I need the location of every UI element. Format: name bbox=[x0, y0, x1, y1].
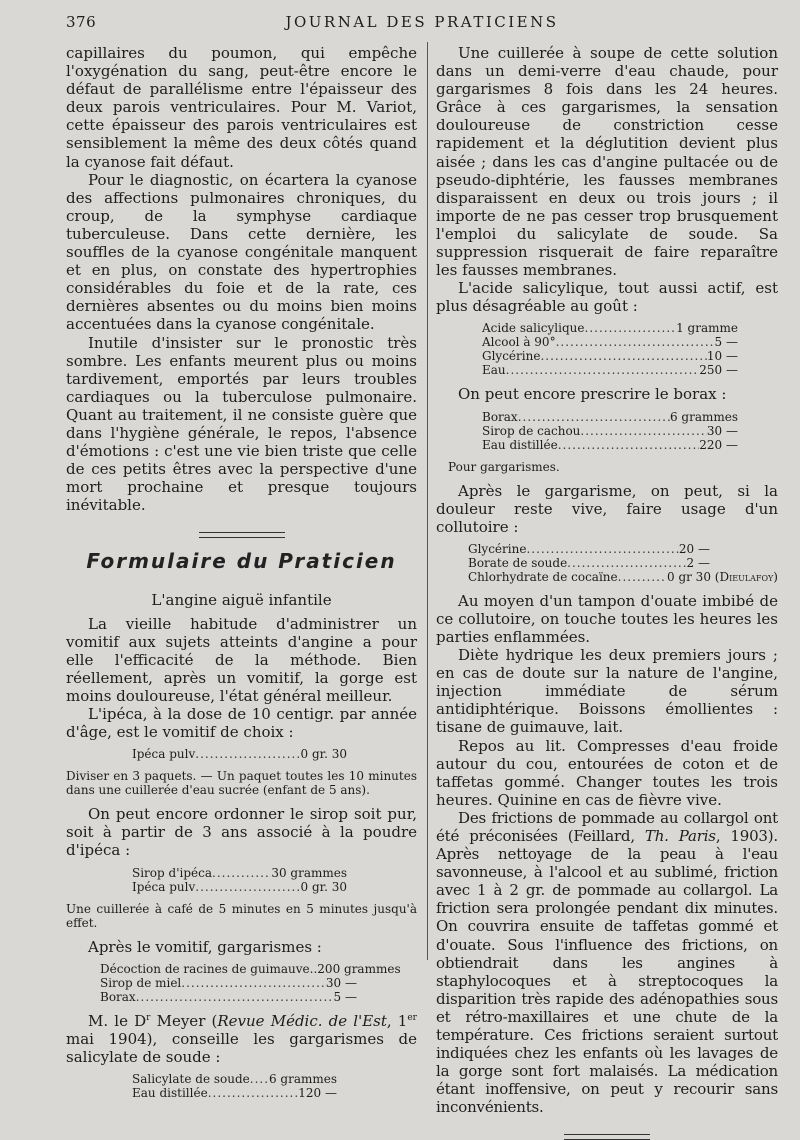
prescription bbox=[482, 410, 738, 452]
amount: 10 — bbox=[706, 349, 738, 364]
article-title: L'angine aiguë infantile bbox=[151, 590, 332, 609]
left-column bbox=[66, 44, 417, 1108]
prescription bbox=[468, 542, 778, 584]
prescription-line bbox=[482, 349, 738, 363]
ingredient: Glycérine bbox=[482, 349, 541, 364]
prescription-line bbox=[132, 880, 347, 894]
prescription-line bbox=[482, 410, 738, 424]
amount: 0 gr. 30 bbox=[300, 879, 347, 894]
ingredient: Ipéca pulv bbox=[132, 879, 196, 894]
ingredient: Sirop d'ipéca bbox=[132, 865, 212, 880]
ingredient: Salicylate de soude bbox=[132, 1071, 250, 1086]
prescription-line bbox=[482, 424, 738, 438]
page-number: 376 bbox=[66, 13, 97, 31]
prescription-line bbox=[132, 1086, 337, 1100]
column-divider bbox=[427, 42, 428, 960]
prescription-line bbox=[468, 542, 778, 556]
running-head bbox=[66, 13, 778, 35]
ingredient: Borate de soude bbox=[468, 555, 568, 570]
ingredient: Eau distillée bbox=[132, 1085, 208, 1100]
right-column bbox=[436, 44, 778, 1140]
prescription-line bbox=[468, 570, 778, 584]
amount: 220 — bbox=[699, 437, 738, 452]
paragraph: Après le gargarisme, on peut, si la douleur reste vive, faire usage d'un collutoire : bbox=[436, 481, 778, 536]
paragraph: Au moyen d'un tampon d'ouate imbibé de ce collutoire, on touche toutes les heures les parties enflammées. bbox=[436, 591, 778, 646]
amount: 20 — bbox=[678, 541, 710, 556]
prescription-note: Diviser en 3 paquets. — Un paquet toutes les 10 minutes dans une cuillerée d'eau sucrée (enfant de 5 ans). bbox=[66, 769, 417, 798]
amount: 1 gramme bbox=[676, 321, 738, 336]
amount: 30 — bbox=[325, 975, 357, 990]
section-rule bbox=[199, 532, 285, 538]
amount: 5 — bbox=[714, 335, 738, 350]
prescription bbox=[132, 747, 347, 761]
paragraph: Des frictions de pommade au collargol ont été préconisées (Feillard, Th. Paris, 1903). Après nettoyage de la peau à l'eau savonneuse, à l'alcool et au sublimé, friction avec 1 à 2 gr. de pommade au collargol. La friction sera prolongée pendant dix minutes. On couvrira ensuite de taffetas gommé et d'ouate. Sous l'influence des frictions, on obtiendrait dans les angines à staphylocoques et à streptocoques la disparition très rapide des adénopathies sous et rétro-maxillaires et une chute de la température. Ces frictions seraient surtout indiquées chez les enfants où les lavages de la gorge sont fort malaisés. La médication étant inoffensive, on peut y recourir sans inconvénients. bbox=[436, 808, 778, 1117]
paragraph: La vieille habitude d'administrer un vomitif aux sujets atteints d'angine a pour elle l'efficacité de la méthode. Bien réellement, après un vomitif, la gorge est moins douloureuse, l'état général meilleur. bbox=[66, 614, 417, 705]
paragraph: Pour le diagnostic, on écartera la cyanose des affections pulmonaires chroniques, du croup, de la symphyse cardiaque tuberculeuse. Dans cette dernière, les souffles de la cyanose congénitale manquent et en plus, on constate des hypertrophies considérables du foie et de la rate, ces dernières absentes ou du moins bien moins accentuées dans la cyanose congénitale. bbox=[66, 170, 417, 334]
paragraph: capillaires du poumon, qui empêche l'oxygénation du sang, peut-être encore le défaut de parallélisme entre l'épaisseur des deux parois ventriculaires. Pour M. Variot, cette épaisseur des parois ventriculaires est sensiblement la même des deux côtés quand la cyanose fait défaut. bbox=[66, 44, 417, 171]
journal-reference: Th. Paris bbox=[644, 827, 716, 845]
amount: 0 gr 30 bbox=[667, 569, 711, 584]
paragraph: M. le $D^r$ Meyer (Revue Médic. de l'Est, 1er mai 1904), conseille les gargarismes de salicylate de soude : bbox=[66, 1011, 417, 1066]
amount: 30 — bbox=[706, 423, 738, 438]
paragraph: Inutile d'insister sur le pronostic très sombre. Les enfants meurent plus ou moins tardivement, emportés par leurs troubles cardiaques ou la tuberculose pulmonaire. Quant au traitement, il ne consiste guère que dans l'hygiène générale, le repos, l'absence d'émotions : c'est une vie bien triste que celle de ces petits êtres avec la perspective d'une mort prochaine et presque toujours inévitable. bbox=[66, 333, 417, 515]
amount: 6 grammes bbox=[268, 1071, 337, 1086]
prescription-line bbox=[468, 556, 778, 570]
paragraph: Diète hydrique les deux premiers jours ; en cas de doute sur la nature de l'angine, injection immédiate de sérum antidiphtérique. Boissons émollientes : tisane de guimauve, lait. bbox=[436, 646, 778, 737]
paragraph: L'acide salicylique, tout aussi actif, est plus désagréable au goût : bbox=[436, 279, 778, 316]
prescription-line bbox=[132, 866, 347, 880]
journal-reference: Revue Médic. de l'Est bbox=[217, 1011, 387, 1030]
ingredient: Sirop de cachou bbox=[482, 423, 581, 438]
prescription-line bbox=[100, 961, 401, 976]
prescription-line bbox=[482, 321, 738, 335]
ingredient: Glycérine bbox=[468, 541, 527, 556]
paragraph: L'ipéca, à la dose de 10 centigr. par année d'âge, est le vomitif de choix : bbox=[66, 705, 417, 742]
prescription-note: Pour gargarismes. bbox=[448, 459, 560, 474]
ingredient: Ipéca pulv bbox=[132, 747, 196, 762]
amount: 30 grammes bbox=[271, 865, 347, 880]
paragraph: On peut encore prescrire le borax : bbox=[458, 385, 727, 404]
prescription-line bbox=[132, 747, 347, 761]
paragraph: Une cuillerée à soupe de cette solution dans un demi-verre d'eau chaude, pour gargarismes 8 fois dans les 24 heures. Grâce à ces gargarismes, la sensation douloureuse de constriction cesse rapidement et la déglutition devient plus aisée ; dans les cas d'angine pultacée ou de pseudo-diphtérie, les fausses membranes disparaissent en deux ou trois jours ; il importe de ne pas cesser trop brusquement l'emploi du salicylate de soude. Sa suppression risquerait de faire reparaître les fausses membranes. bbox=[436, 44, 778, 280]
ingredient: Acide salicylique bbox=[482, 321, 585, 336]
prescription-line bbox=[482, 335, 738, 349]
amount: 250 — bbox=[699, 363, 738, 378]
amount: 200 grammes bbox=[317, 961, 401, 976]
amount: 6 grammes bbox=[669, 409, 738, 424]
amount: 5 — bbox=[333, 989, 357, 1004]
ingredient: Eau bbox=[482, 363, 506, 378]
journal-title: JOURNAL DES PRATICIENS bbox=[285, 13, 559, 31]
amount: 2 — bbox=[686, 555, 710, 570]
prescription-line bbox=[100, 990, 357, 1004]
prescription-line bbox=[482, 363, 738, 377]
prescription-line bbox=[132, 1072, 337, 1086]
ingredient: Alcool à 90° bbox=[482, 335, 556, 350]
prescription-line bbox=[482, 438, 738, 452]
ingredient: Sirop de miel bbox=[100, 975, 182, 990]
prescription bbox=[482, 321, 738, 377]
prescription bbox=[132, 866, 347, 894]
prescription-note: Une cuillerée à café de 5 minutes en 5 minutes jusqu'à effet. bbox=[66, 901, 417, 930]
prescription-line bbox=[100, 976, 357, 990]
ingredient: Borax bbox=[482, 409, 518, 424]
ingredient: Chlorhydrate de cocaïne bbox=[468, 569, 618, 584]
ingredient: Décoction de racines de guimauve.. bbox=[100, 961, 318, 976]
amount: 0 gr. 30 bbox=[300, 747, 347, 762]
amount: 120 — bbox=[298, 1085, 337, 1100]
prescription bbox=[100, 961, 401, 1004]
section-title: Formulaire du Praticien bbox=[86, 549, 397, 574]
author-credit: (Dieulafoy) bbox=[714, 569, 778, 584]
paragraph: On peut encore ordonner le sirop soit pur, soit à partir de 3 ans associé à la poudre d'ipéca : bbox=[66, 805, 417, 860]
ingredient: Borax bbox=[100, 989, 136, 1004]
prescription bbox=[132, 1072, 337, 1100]
paragraph: Après le vomitif, gargarismes : bbox=[88, 937, 322, 956]
paragraph: Repos au lit. Compresses d'eau froide autour du cou, entourées de coton et de taffetas gommé. Changer toutes les trois heures. Quinine en cas de fièvre vive. bbox=[436, 736, 778, 809]
end-rule bbox=[564, 1134, 650, 1140]
ingredient: Eau distillée bbox=[482, 437, 558, 452]
